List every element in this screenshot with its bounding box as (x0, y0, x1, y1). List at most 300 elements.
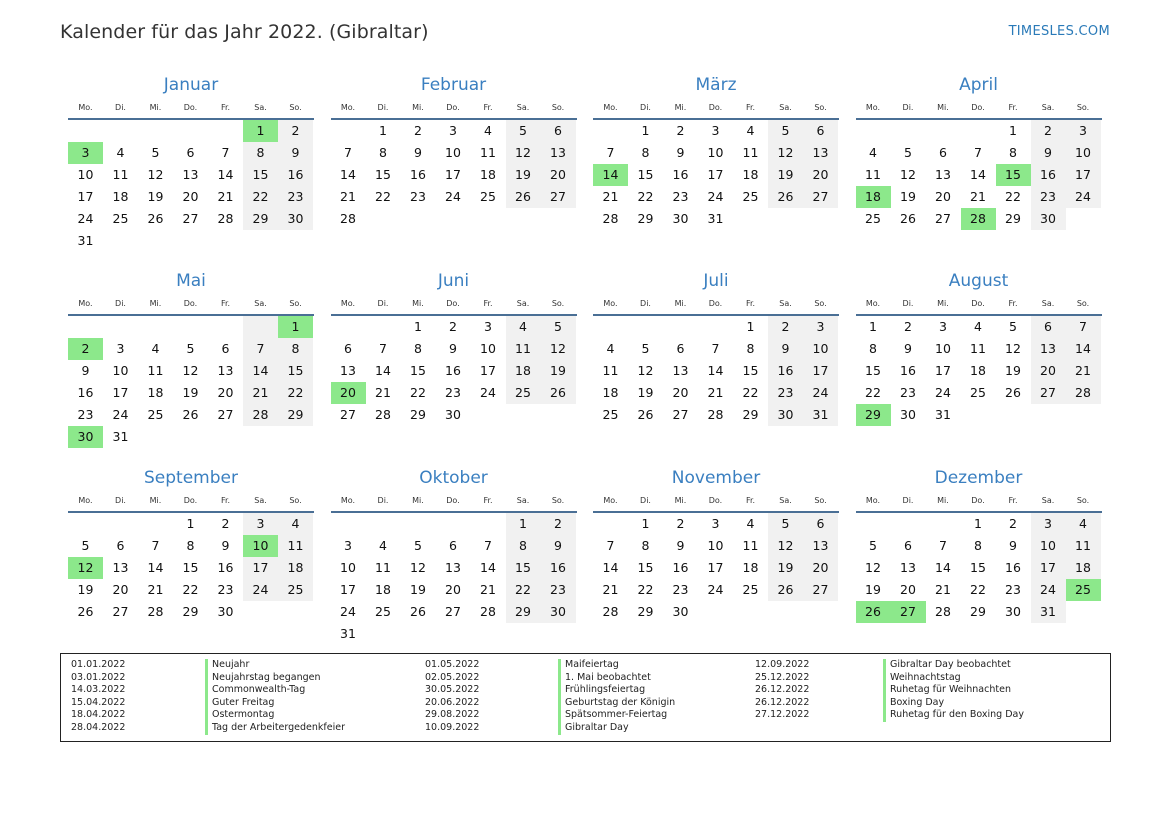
day-cell: 17 (445, 167, 461, 182)
day-cell: 11 (602, 363, 619, 378)
weekday-header (593, 96, 839, 120)
day-cell: 29 (970, 604, 986, 619)
day-cell: 8 (746, 341, 755, 356)
day-cell: 5 (641, 341, 650, 356)
empty-day-cell (208, 426, 243, 448)
weekday-label: Mi. (674, 495, 687, 505)
day-cell: 13 (803, 142, 838, 164)
day-cell: 10 (1066, 142, 1101, 164)
empty-day-cell (208, 120, 243, 142)
day-cell: 9 (904, 341, 912, 356)
day-cell: 29 (637, 211, 654, 226)
weekday-label: Sa. (779, 298, 792, 308)
weekday-label: So. (551, 495, 565, 505)
day-cell: 25 (602, 407, 619, 422)
weekday-label: Fr. (483, 495, 493, 505)
day-cell: 14 (935, 560, 951, 575)
weekday-label: Do. (446, 102, 460, 112)
day-cell: 14 (707, 363, 724, 378)
legend-date: 01.01.2022 (71, 659, 126, 670)
day-cell: 24 (935, 385, 951, 400)
day-cell: 6 (803, 513, 838, 535)
legend-date: 01.05.2022 (425, 659, 480, 670)
empty-day-cell (401, 513, 436, 535)
weekday-header (331, 489, 577, 513)
month-title: Mai (176, 271, 206, 291)
day-cell: 12 (506, 142, 541, 164)
day-cell: 4 (278, 513, 313, 535)
weekday-label: Mo. (78, 102, 93, 112)
weekday-label: Mo. (340, 495, 356, 505)
day-cell: 6 (1031, 316, 1066, 338)
day-cell: 26 (1005, 385, 1021, 400)
day-cell: 18 (1066, 557, 1101, 579)
holiday-day-cell: 25 (1066, 579, 1101, 601)
day-cell: 28 (375, 407, 391, 422)
day-cell: 20 (803, 164, 838, 186)
day-cell: 24 (1031, 579, 1066, 601)
holiday-day-cell: 12 (68, 557, 103, 579)
day-cell: 20 (803, 557, 838, 579)
day-cell: 5 (904, 145, 912, 160)
weekday-header (331, 292, 577, 316)
day-cell: 22 (865, 385, 881, 400)
empty-day-cell (208, 230, 243, 252)
day-cell: 4 (506, 316, 541, 338)
day-cell: 17 (1066, 164, 1101, 186)
month-februar (331, 74, 577, 230)
day-cell: 24 (803, 382, 838, 404)
weekday-label: Mi. (412, 298, 424, 308)
day-cell: 11 (970, 341, 986, 356)
day-cell: 9 (676, 538, 685, 553)
legend-holiday-name: Gibraltar Day beobachtet (883, 659, 1024, 672)
legend-date: 28.04.2022 (71, 721, 126, 733)
day-cell: 13 (803, 535, 838, 557)
day-cell: 27 (935, 211, 951, 226)
day-cell: 7 (606, 145, 615, 160)
legend-holiday-name: Ruhetag für den Boxing Day (883, 709, 1024, 722)
day-cell: 5 (541, 316, 576, 338)
day-cell: 30 (672, 604, 689, 619)
empty-day-cell (366, 623, 401, 645)
day-cell: 25 (742, 582, 759, 597)
day-cell: 21 (1066, 360, 1101, 382)
legend-date: 25.12.2022 (755, 671, 810, 683)
holiday-day-cell: 29 (856, 404, 891, 426)
holiday-day-cell: 30 (68, 426, 103, 448)
day-cell: 5 (768, 513, 803, 535)
day-cell: 24 (480, 385, 496, 400)
day-cell: 17 (243, 557, 278, 579)
day-cell: 24 (243, 579, 278, 601)
empty-day-cell (541, 208, 576, 230)
day-cell: 25 (375, 604, 391, 619)
day-cell: 10 (77, 167, 94, 182)
day-cell: 8 (379, 145, 387, 160)
legend-date-column (755, 659, 809, 722)
legend-holiday-name: Weihnachtstag (883, 672, 1024, 685)
day-cell: 1 (186, 516, 195, 531)
weekday-label: Fr. (220, 495, 231, 505)
empty-day-cell (103, 513, 138, 535)
empty-day-cell (68, 316, 103, 338)
month-november (593, 467, 839, 623)
day-cell: 6 (541, 120, 576, 142)
day-cell: 8 (506, 535, 541, 557)
day-cell: 22 (970, 582, 986, 597)
day-cell: 17 (77, 189, 94, 204)
weekday-label: So. (289, 102, 302, 112)
empty-day-cell (366, 513, 401, 535)
day-cell: 18 (147, 385, 164, 400)
legend-holiday-name: 1. Mai beobachtet (558, 672, 675, 685)
day-cell: 30 (672, 211, 689, 226)
legend-holiday-name: Frühlingsfeiertag (558, 684, 675, 697)
weekday-label: Mi. (937, 495, 949, 505)
weekday-label: Di. (902, 495, 914, 505)
legend-name-column (558, 659, 675, 735)
day-cell: 11 (742, 538, 759, 553)
day-cell: 4 (974, 319, 982, 334)
empty-day-cell (138, 316, 173, 338)
day-cell: 27 (445, 604, 461, 619)
weekday-label: Di. (377, 102, 389, 112)
page-title: Kalender für das Jahr 2022. (Gibraltar) (60, 21, 429, 43)
empty-day-cell (733, 601, 768, 623)
day-cell: 20 (217, 385, 234, 400)
day-cell: 28 (707, 407, 724, 422)
day-cell: 19 (865, 582, 881, 597)
day-cell: 17 (1031, 557, 1066, 579)
day-cell: 12 (637, 363, 654, 378)
legend-date: 20.06.2022 (425, 696, 480, 708)
day-cell: 30 (541, 601, 576, 623)
day-cell: 28 (243, 404, 278, 426)
day-cell: 6 (939, 145, 947, 160)
day-cell: 5 (151, 145, 160, 160)
day-cell: 21 (340, 189, 356, 204)
day-cell: 30 (900, 407, 916, 422)
empty-day-cell (733, 208, 768, 230)
day-cell: 8 (641, 145, 650, 160)
day-cell: 12 (900, 167, 916, 182)
month-title: April (959, 75, 998, 95)
day-cell: 10 (707, 538, 724, 553)
day-cell: 31 (77, 233, 94, 248)
day-cell: 3 (344, 538, 352, 553)
day-cell: 10 (445, 145, 461, 160)
empty-day-cell (471, 208, 506, 230)
day-cell: 3 (449, 123, 457, 138)
month-title: Juni (437, 271, 470, 291)
weekday-label: Fr. (745, 102, 756, 112)
empty-day-cell (278, 601, 313, 623)
empty-day-cell (1066, 208, 1101, 230)
day-cell: 24 (707, 582, 724, 597)
weekday-label: Sa. (779, 102, 792, 112)
day-cell: 2 (541, 513, 576, 535)
day-cell: 12 (541, 338, 576, 360)
day-cell: 7 (484, 538, 492, 553)
legend-date: 29.08.2022 (425, 709, 480, 721)
weekday-label: So. (289, 495, 302, 505)
weekday-header (68, 96, 314, 120)
day-cell: 17 (707, 560, 724, 575)
month-juni (331, 270, 577, 426)
legend-holiday-name: Neujahrstag begangen (205, 672, 345, 685)
day-cell: 18 (480, 167, 496, 182)
day-cell: 5 (869, 538, 877, 553)
weekday-label: Do. (971, 102, 985, 112)
day-cell: 16 (77, 385, 94, 400)
day-cell: 24 (1066, 186, 1101, 208)
day-cell: 27 (1031, 382, 1066, 404)
month-title: Februar (420, 75, 487, 95)
day-cell: 26 (77, 604, 94, 619)
weekday-label: So. (551, 298, 565, 308)
day-cell: 23 (445, 385, 461, 400)
day-cell: 13 (1031, 338, 1066, 360)
day-cell: 19 (410, 582, 426, 597)
day-cell: 15 (243, 164, 278, 186)
holiday-day-cell: 20 (331, 382, 366, 404)
day-cell: 27 (182, 211, 199, 226)
month-juli (593, 270, 839, 426)
legend-date: 02.05.2022 (425, 671, 480, 683)
day-cell: 11 (506, 338, 541, 360)
weekday-label: Di. (377, 495, 389, 505)
legend-date: 10.09.2022 (425, 721, 480, 733)
legend-date-column (425, 659, 479, 735)
empty-day-cell (471, 623, 506, 645)
day-cell: 7 (939, 538, 947, 553)
weekday-label: Mo. (603, 495, 618, 505)
month-mai (68, 270, 314, 448)
day-cell: 31 (803, 404, 838, 426)
empty-day-cell (173, 316, 208, 338)
day-cell: 25 (742, 189, 759, 204)
day-cell: 16 (1031, 164, 1066, 186)
empty-day-cell (541, 404, 576, 426)
weekday-label: Di. (115, 298, 126, 308)
month-title: Dezember (934, 468, 1023, 488)
day-grid (593, 316, 838, 426)
day-cell: 6 (449, 538, 457, 553)
day-cell: 31 (340, 626, 356, 641)
day-cell: 13 (935, 167, 951, 182)
day-cell: 11 (1066, 535, 1101, 557)
day-cell: 26 (768, 579, 803, 601)
legend-date: 14.03.2022 (71, 684, 126, 696)
month-title: September (144, 468, 238, 488)
day-cell: 28 (602, 604, 619, 619)
day-cell: 4 (869, 145, 877, 160)
day-cell: 13 (900, 560, 916, 575)
day-cell: 17 (340, 582, 356, 597)
day-cell: 8 (641, 538, 650, 553)
empty-day-cell (103, 316, 138, 338)
day-cell: 23 (410, 189, 426, 204)
empty-day-cell (1066, 404, 1101, 426)
empty-day-cell (506, 404, 541, 426)
holiday-day-cell: 3 (68, 142, 103, 164)
day-cell: 15 (865, 363, 881, 378)
empty-day-cell (366, 208, 401, 230)
day-cell: 27 (217, 407, 234, 422)
day-cell: 22 (375, 189, 391, 204)
day-cell: 24 (112, 407, 129, 422)
day-cell: 27 (112, 604, 129, 619)
day-cell: 12 (865, 560, 881, 575)
brand-logo-text[interactable]: TIMESLES.COM (1008, 24, 1110, 39)
weekday-header (593, 292, 839, 316)
day-cell: 30 (1005, 604, 1021, 619)
day-cell: 13 (672, 363, 689, 378)
day-cell: 5 (768, 120, 803, 142)
empty-day-cell (331, 316, 366, 338)
day-cell: 19 (182, 385, 199, 400)
day-cell: 4 (151, 341, 160, 356)
day-cell: 2 (1031, 120, 1066, 142)
day-cell: 19 (900, 189, 916, 204)
weekday-label: Mo. (340, 102, 356, 112)
day-cell: 9 (1009, 538, 1017, 553)
day-cell: 22 (182, 582, 199, 597)
legend-date: 15.04.2022 (71, 696, 126, 708)
day-cell: 31 (112, 429, 129, 444)
day-cell: 2 (676, 123, 685, 138)
day-cell: 30 (768, 404, 803, 426)
day-cell: 8 (974, 538, 982, 553)
weekday-label: Mi. (149, 495, 162, 505)
weekday-label: Mi. (674, 102, 687, 112)
day-cell: 1 (746, 319, 755, 334)
day-cell: 7 (221, 145, 230, 160)
day-cell: 18 (742, 560, 759, 575)
empty-day-cell (331, 120, 366, 142)
legend-date-column (71, 659, 125, 735)
day-cell: 3 (116, 341, 125, 356)
day-cell: 1 (974, 516, 982, 531)
day-cell: 13 (541, 142, 576, 164)
day-grid (68, 513, 313, 623)
month-januar (68, 74, 314, 252)
weekday-label: So. (814, 298, 827, 308)
empty-day-cell (173, 230, 208, 252)
day-cell: 7 (151, 538, 160, 553)
weekday-header (68, 489, 314, 513)
day-cell: 15 (410, 363, 426, 378)
holiday-legend (60, 653, 1111, 742)
day-cell: 24 (707, 189, 724, 204)
day-cell: 9 (676, 145, 685, 160)
day-cell: 2 (676, 516, 685, 531)
month-title: November (671, 468, 761, 488)
day-cell: 27 (672, 407, 689, 422)
day-cell: 14 (375, 363, 391, 378)
empty-day-cell (103, 230, 138, 252)
day-cell: 10 (480, 341, 496, 356)
day-cell: 18 (278, 557, 313, 579)
legend-holiday-name: Guter Freitag (205, 697, 345, 710)
empty-day-cell (926, 120, 961, 142)
day-cell: 21 (935, 582, 951, 597)
empty-day-cell (401, 208, 436, 230)
day-cell: 4 (484, 123, 492, 138)
day-cell: 20 (900, 582, 916, 597)
day-cell: 31 (707, 211, 724, 226)
day-cell: 17 (112, 385, 129, 400)
day-cell: 5 (1009, 319, 1017, 334)
day-cell: 18 (112, 189, 129, 204)
weekday-label: Di. (640, 298, 651, 308)
day-cell: 3 (711, 123, 720, 138)
day-cell: 2 (414, 123, 422, 138)
day-cell: 26 (182, 407, 199, 422)
holiday-day-cell: 28 (961, 208, 996, 230)
month-märz (593, 74, 839, 230)
day-cell: 16 (672, 560, 689, 575)
weekday-label: Sa. (779, 495, 792, 505)
day-cell: 3 (711, 516, 720, 531)
weekday-header (856, 292, 1102, 316)
day-cell: 19 (1005, 363, 1021, 378)
holiday-day-cell: 26 (856, 601, 891, 623)
day-cell: 9 (414, 145, 422, 160)
weekday-label: So. (289, 298, 302, 308)
day-cell: 9 (1031, 142, 1066, 164)
day-cell: 11 (147, 363, 164, 378)
legend-holiday-name: Maifeiertag (558, 659, 675, 672)
day-cell: 12 (768, 535, 803, 557)
day-cell: 25 (147, 407, 164, 422)
legend-name-column (205, 659, 345, 735)
empty-day-cell (541, 623, 576, 645)
empty-day-cell (891, 513, 926, 535)
weekday-label: Di. (377, 298, 389, 308)
day-cell: 22 (1005, 189, 1021, 204)
day-cell: 12 (410, 560, 426, 575)
day-cell: 2 (904, 319, 912, 334)
day-cell: 23 (672, 582, 689, 597)
day-grid (856, 316, 1101, 426)
day-cell: 19 (541, 360, 576, 382)
empty-day-cell (506, 623, 541, 645)
day-cell: 14 (243, 360, 278, 382)
weekday-label: Sa. (254, 298, 267, 308)
day-cell: 4 (379, 538, 387, 553)
legend-holiday-name: Tag der Arbeitergedenkfeier (205, 722, 345, 735)
day-cell: 28 (480, 604, 496, 619)
day-cell: 25 (278, 579, 313, 601)
day-cell: 22 (637, 189, 654, 204)
empty-day-cell (996, 404, 1031, 426)
day-cell: 28 (935, 604, 951, 619)
day-cell: 19 (77, 582, 94, 597)
weekday-label: Do. (446, 298, 460, 308)
empty-day-cell (856, 120, 891, 142)
day-cell: 22 (278, 382, 313, 404)
day-cell: 14 (340, 167, 356, 182)
empty-day-cell (243, 230, 278, 252)
day-cell: 18 (375, 582, 391, 597)
weekday-label: Do. (708, 298, 723, 308)
day-cell: 25 (480, 189, 496, 204)
month-august (856, 270, 1102, 426)
day-cell: 19 (768, 164, 803, 186)
day-cell: 1 (1009, 123, 1017, 138)
